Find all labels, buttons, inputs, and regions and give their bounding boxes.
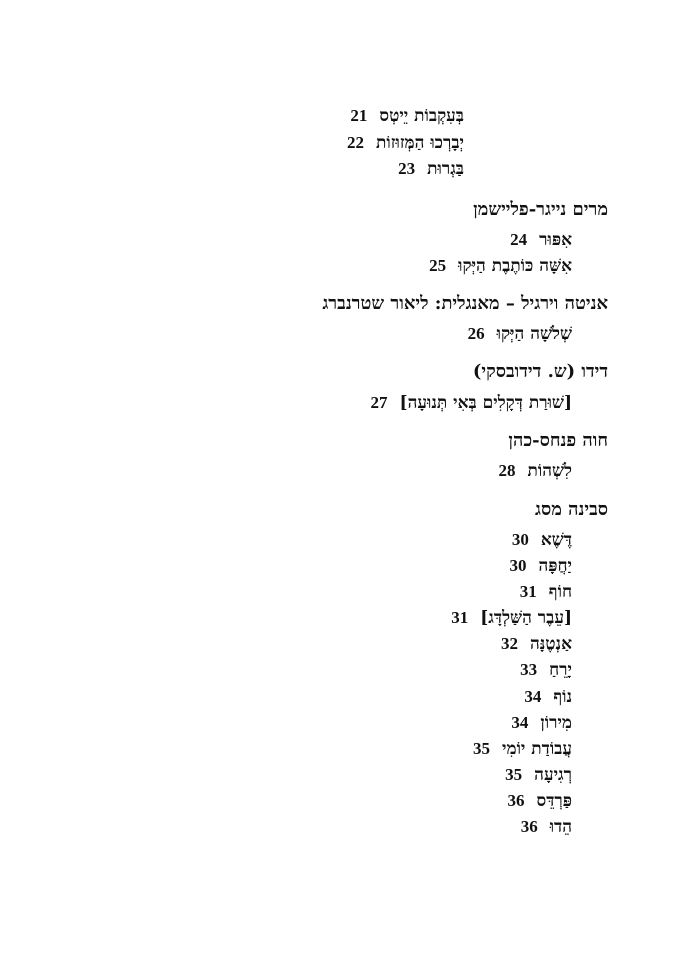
toc-entry [524,685,572,709]
author-heading [535,497,608,523]
author-heading [322,291,608,317]
toc-entry [451,606,572,630]
toc-entry [468,322,572,346]
poem-title: מִירוֹן [540,713,572,733]
author-name: חוה פנחס-כהן [508,430,608,451]
poem-title: חוֹף [548,582,572,602]
poem-title: אַנְטֶנָּה [529,634,572,654]
author-name: מרים נייגר-פליישמן [473,199,608,220]
toc-entry [510,228,572,252]
toc-entry [520,580,572,604]
page-number: 28 [498,461,516,480]
toc-entry [347,131,464,155]
page-number: 27 [370,393,388,412]
toc-entry [371,391,572,415]
author-name: אניטה וירגיל – מאנגלית: ליאור שטרנברג [322,293,608,314]
toc-entry [511,711,572,735]
page-number: 35 [473,739,491,758]
page-number: 24 [510,230,528,249]
toc-entry [512,528,572,552]
poem-title: בַּגְרוּת [427,159,464,179]
page-number: 36 [507,791,525,810]
poem-title: אִשָּׁה כּוֹתֶבֶת הַיְּקוּ [458,256,572,276]
poem-title: דֶּשֶׁא [540,530,572,550]
poem-title: יְבָרְכוּ הַמְּזוּזוֹת [376,133,464,153]
poem-title: שְׁלֹשָׁה הַיְּקוּ [496,324,572,344]
page-number: 25 [429,256,447,275]
toc-entry [473,737,572,761]
page-number: 26 [467,324,485,343]
page-number: 34 [511,713,529,732]
poem-title: נוֹף [553,687,572,707]
page-number: 33 [520,660,538,679]
page-number: 35 [505,765,523,784]
poem-title: בְּעִקְבוֹת יֵיטְס [379,106,464,126]
page-number: 34 [524,687,542,706]
poem-title: פַּרְדֵּס [536,791,572,811]
page-number: 32 [500,634,518,653]
toc-entry [429,254,572,278]
author-name: דידו (ש. דידובסקי) [472,361,608,382]
toc-entry [509,554,572,578]
page-number: 22 [347,133,365,152]
toc-entry [501,632,572,656]
poem-title: יָרֵחַ [549,660,572,680]
toc-entry [521,815,572,839]
toc-entry [398,157,464,181]
toc-entry [505,763,572,787]
author-heading [473,197,608,223]
poem-title: אִפּוּר [539,230,572,250]
page-number: 36 [520,817,538,836]
poem-title: לִשְׁהוֹת [527,461,572,481]
page-number: 31 [519,582,537,601]
toc-entry [499,459,572,483]
poem-title: [עֵבֶר הַשַּׁלְדָּג] [480,608,572,628]
toc-entry [508,789,572,813]
poem-title: [שׁוּרַת דְּקָלִים בְּאִי תְּנוּעָה] [399,393,572,413]
author-name: סבינה מסג [535,499,608,520]
author-heading [473,359,608,385]
author-heading [508,428,608,454]
poem-title: עֲבוֹדַת יוֹמִי [502,739,572,759]
poem-title: רְגִיעָה [534,765,572,785]
page-number: 30 [511,530,529,549]
poem-title: יַחֲפָּה [538,556,572,576]
toc-entry [350,104,464,128]
page-number: 23 [398,159,416,178]
page-number: 31 [451,608,469,627]
page-number: 30 [509,556,527,575]
poem-title: הֵדוּ [549,817,572,837]
toc-entry [520,658,572,682]
page-number: 21 [350,106,368,125]
